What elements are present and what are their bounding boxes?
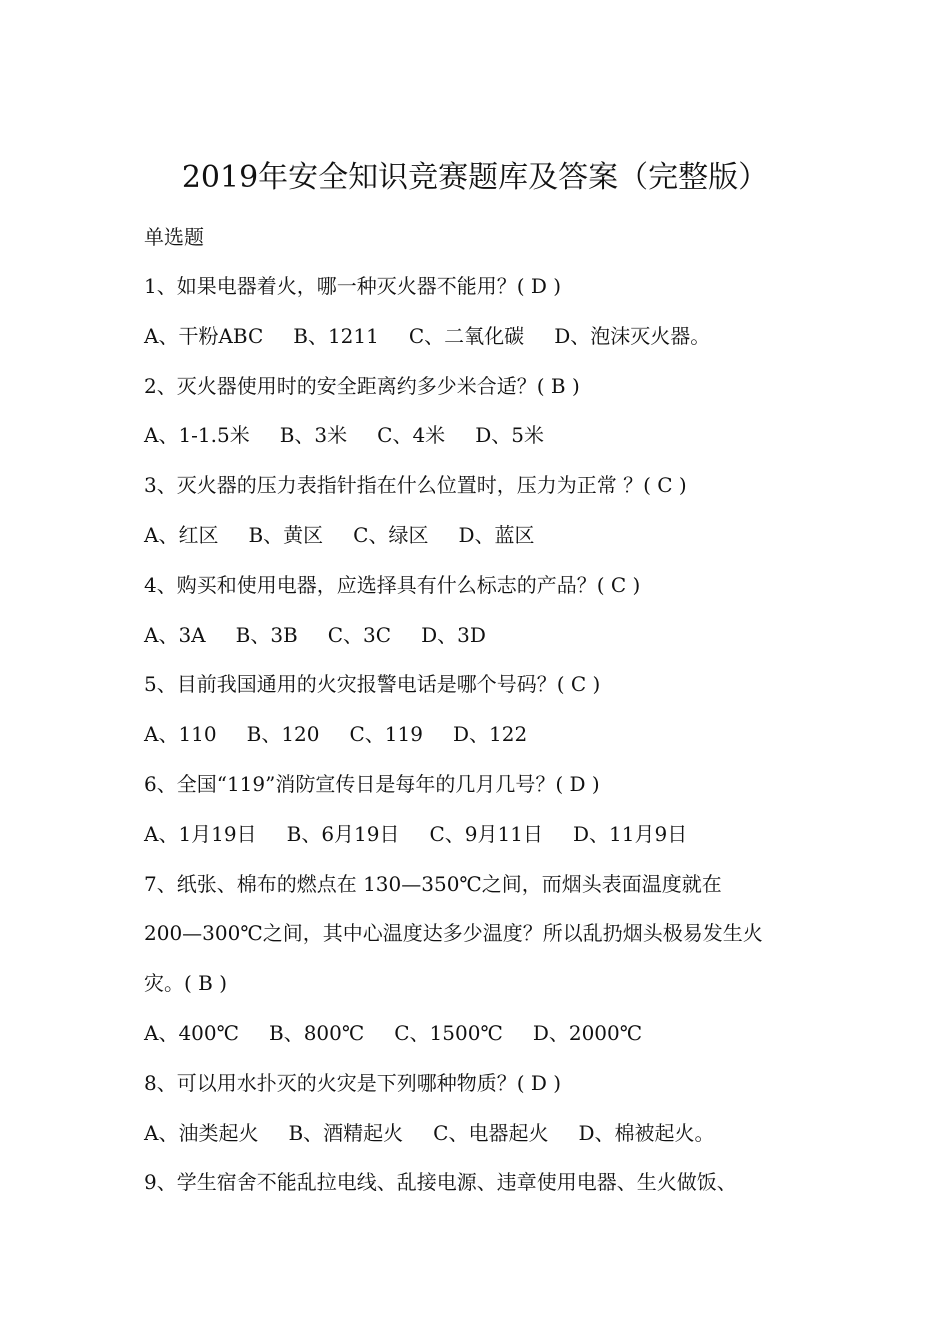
answer-option: B、酒精起火 [288,1120,404,1145]
question-text: 4、购买和使用电器，应选择具有什么标志的产品？( C ) [144,572,641,597]
question-text: 5、目前我国通用的火灾报警电话是哪个号码？( C ) [144,672,601,697]
answer-option: B、1211 [293,323,379,348]
question-text: 1、如果电器着火，哪一种灭火器不能用？( D ) [144,274,562,298]
answer-option: A、红区 [144,523,219,547]
answer-options [144,1118,715,1148]
question-text: 灾。( B ) [144,971,228,996]
question-text: 6、全国“119”消防宣传日是每年的几月几号？( D ) [144,772,600,796]
answer-option: C、电器起火 [433,1120,549,1145]
answer-options [144,719,527,749]
answer-option: B、120 [246,722,320,747]
answer-option: A、3A [144,622,206,647]
answer-option: D、11月9日 [572,821,688,846]
answer-option: D、5米 [475,423,544,448]
answer-option: D、泡沫灭火器。 [554,323,711,348]
answer-option: A、110 [144,722,217,747]
answer-option: A、400℃ [144,1021,239,1045]
document-title: 2019年安全知识竞赛题库及答案（完整版） [181,160,769,195]
answer-option: C、绿区 [353,523,429,547]
answer-options [144,321,710,351]
answer-option: C、9月11日 [429,821,543,846]
answer-option: A、油类起火 [144,1120,259,1145]
section-heading: 单选题 [144,225,204,249]
answer-option: B、6月19日 [286,821,400,846]
answer-option: A、1-1.5米 [144,423,250,448]
answer-options [144,819,687,849]
answer-option: D、蓝区 [458,523,535,547]
answer-option: D、122 [452,722,528,747]
answer-option: B、黄区 [248,523,324,547]
answer-option: C、119 [349,722,423,747]
question-text: 9、学生宿舍不能乱拉电线、乱接电源、违章使用电器、生火做饭、 [144,1170,737,1195]
answer-options [144,1018,642,1048]
answer-options [144,620,486,650]
question-text: 200—300℃之间，其中心温度达多少温度？所以乱扔烟头极易发生火 [144,921,763,946]
answer-option: B、800℃ [269,1021,365,1045]
question-text: 2、灭火器使用时的安全距离约多少米合适？( B ) [144,373,580,398]
answer-options [144,520,535,550]
answer-option: B、3B [235,622,298,647]
answer-option: D、3D [421,622,486,647]
answer-option: D、棉被起火。 [578,1120,715,1145]
question-text: 8、可以用水扑灭的火灾是下列哪种物质？( D ) [144,1070,562,1095]
answer-option: B、3米 [279,423,348,448]
answer-option: D、2000℃ [532,1021,643,1045]
question-text: 3、灭火器的压力表指针指在什么位置时，压力为正常 ？( C ) [144,473,687,498]
question-text: 7、纸张、棉布的燃点在 130—350℃之间，而烟头表面温度就在 [144,871,722,896]
answer-option: C、1500℃ [394,1021,503,1045]
answer-option: C、4米 [377,423,446,448]
answer-option: A、干粉ABC [144,323,264,348]
answer-option: A、1月19日 [144,821,257,846]
answer-option: C、二氧化碳 [408,323,525,348]
answer-option: C、3C [327,622,392,647]
answer-options [144,420,544,450]
